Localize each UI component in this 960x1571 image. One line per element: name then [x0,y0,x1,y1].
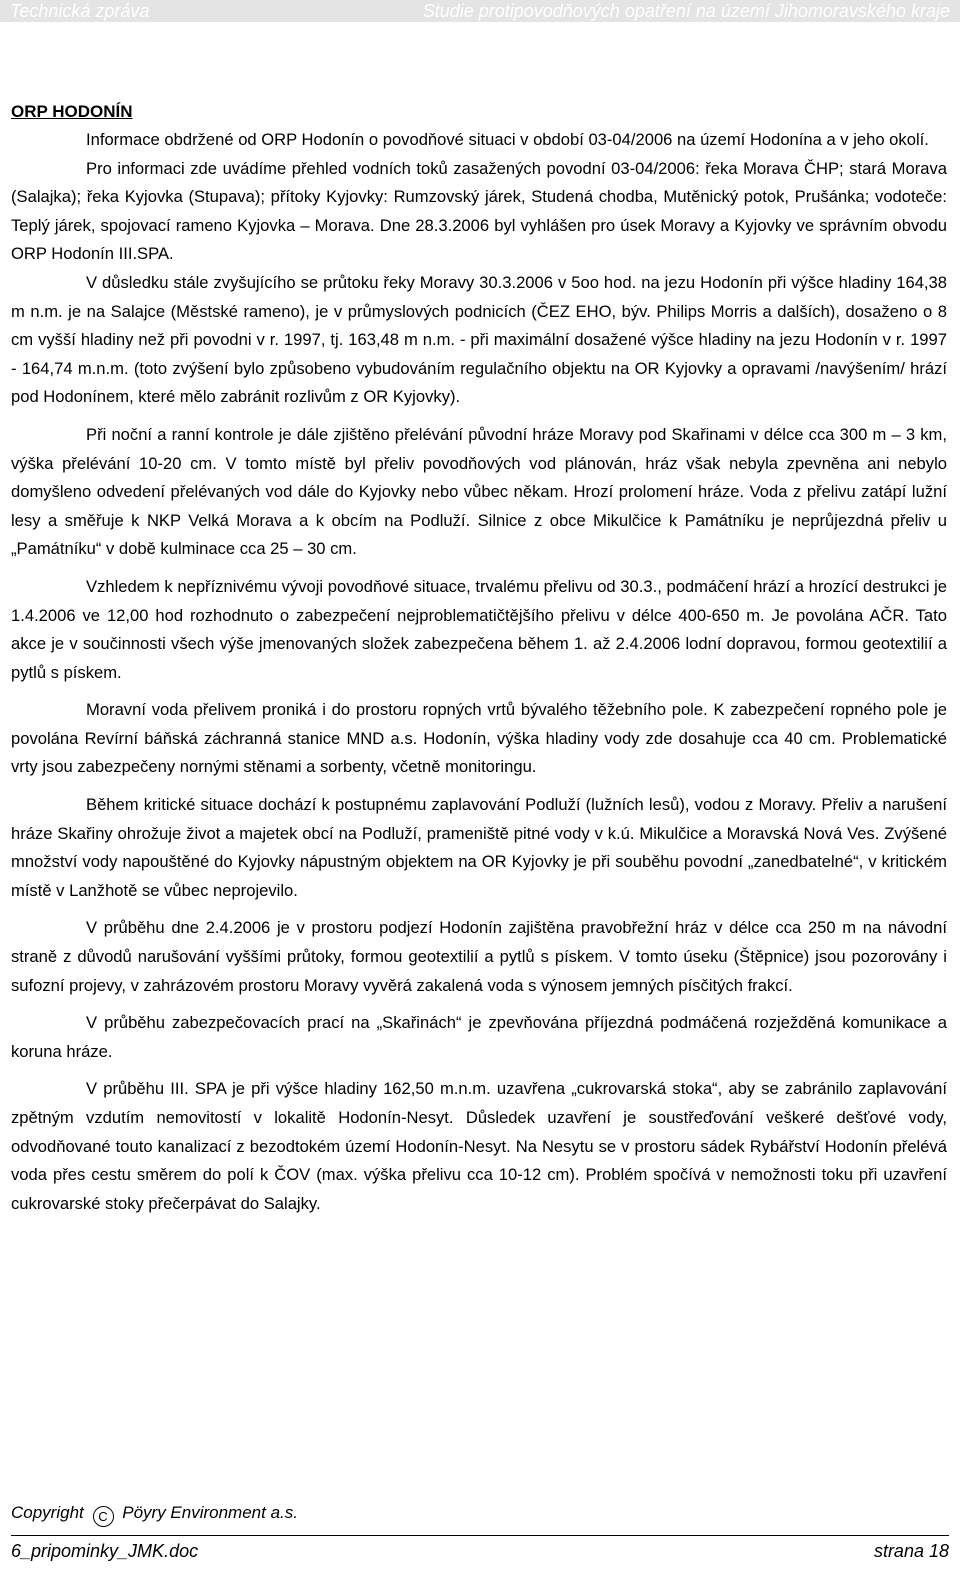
footer-copyright [11,1503,298,1527]
paragraph-7: Během kritické situace dochází k postupnému zaplavování Podluží (lužních lesů), vodou z Moravy. Přeliv a narušení hráze Skařiny ohrožuje život a majetek obcí na Podluží, prameniště pitné vody v k.ú. Mikulčice a Moravská Nová Ves. Zvýšené množství vody napouštěné do Kyjovky nápustným objektem na OR Kyjovky je při souběhu povodní „zanedbatelné“, v kritickém místě v Lanžhotě se vůbec neprojevilo. [11,795,947,900]
header-left-title: Technická zpráva [10,1,150,21]
footer-divider [11,1535,949,1536]
copyright-icon: C [93,1506,114,1527]
paragraph-10: V průběhu III. SPA je při výšce hladiny 162,50 m.n.m. uzavřena „cukrovarská stoka“, aby se zabránilo zaplavování zpětným vzdutím nemovitostí v lokalitě Hodonín-Nesyt. Důsledek uzavření je soustřeďování veškeré dešťové vody, odvodňované touto kanalizací z bezodtokém území Hodonín-Nesyt. Na Nesytu se v prostoru sádek Rybářství Hodonín přelévá voda přes cestu směrem do polí k ČOV (max. výška přelivu cca 10-12 cm). Problém spočívá v nemožnosti toku při uzavření cukrovarské stoky přečerpávat do Salajky. [11,1079,947,1213]
document-body [11,98,947,1218]
paragraph-4: Při noční a ranní kontrole je dále zjištěno přelévání původní hráze Moravy pod Skařinami v délce cca 300 m – 3 km, výška přelévání 10-20 cm. V tomto místě byl přeliv povodňových vod plánován, hráz však nebyla zpevněna ani nebylo domyšleno odvedení přelévaných vod dále do Kyjovky nebo vůbec někam. Hrozí prolomení hráze. Voda z přelivu zatápí lužní lesy a směřuje k NKP Velká Morava a k obcím na Podluží. Silnice z obce Mikulčice k Památníku je neprůjezdná přeliv u „Památníku“ v době kulminace cca 25 – 30 cm. [11,424,947,559]
paragraph-5: Vzhledem k nepříznivému vývoji povodňové situace, trvalému přelivu od 30.3., podmáčení hrází a hrozící destrukci je 1.4.2006 ve 12,00 hod rozhodnuto o zabezpečení nejproblematičtějšího přelivu v délce 400-650 m. Je povolána AČR. Tato akce je v součinnosti všech výše jmenovaných složek zabezpečena během 1. až 2.4.2006 lodní dopravou, formou geotextilií a pytlů s pískem. [11,576,947,682]
paragraph-8: V průběhu dne 2.4.2006 je v prostoru podjezí Hodonín zajištěna pravobřežní hráz v délce cca 250 m na návodní straně z důvodů narušování vyššími průtoky, formou geotextilií a pytlů s pískem. V tomto úseku (Štěpnice) jsou pozorovány i sufozní projevy, v zahrázovém prostoru Moravy vyvěrá zakalená voda s výnosem jemných písčitých frakcí. [11,918,947,995]
paragraph-1: Informace obdržené od ORP Hodonín o povodňové situaci v období 03-04/2006 na území Hodonína a v jeho okolí. [86,130,929,149]
paragraph-6: Moravní voda přelivem proniká i do prostoru ropných vrtů bývalého těžebního pole. K zabezpečení ropného pole je povolána Revírní báňská záchranná stanice MND a.s. Hodonín, výška hladiny vody zde dosahuje cca 40 cm. Problematické vrty jsou zabezpečeny nornými stěnami a sorbenty, včetně monitoringu. [11,700,947,777]
copyright-label: Copyright [11,1503,84,1522]
paragraph-2: Pro informaci zde uvádíme přehled vodních toků zasažených povodní 03-04/2006: řeka Morava ČHP; stará Morava (Salajka); řeka Kyjovka (Stupava); přítoky Kyjovky: Rumzovský járek, Studená chodba, Mutěnický potok, Prušánka; vodoteče: Teplý járek, spojovací rameno Kyjovka – Morava. Dne 28.3.2006 byl vyhlášen pro úsek Moravy a Kyjovky ve správním obvodu ORP Hodonín III.SPA. [11,158,947,264]
paragraph-9: V průběhu zabezpečovacích prací na „Skařinách“ je zpevňována příjezdná podmáčená rozježděná komunikace a koruna hráze. [11,1013,947,1061]
document-code: 3A06105 [876,36,950,56]
footer-page-number: strana 18 [873,1541,949,1561]
company-name: Pöyry Environment a.s. [122,1503,298,1522]
page-header [0,0,960,22]
paragraph-3: V důsledku stále zvyšujícího se průtoku řeky Moravy 30.3.2006 v 5oo hod. na jezu Hodonín při výšce hladiny 164,38 m n.m. je na Salajce (Městské rameno), je v průmyslových podnicích (ČEZ EHO, býv. Philips Morris a dalších), dosaženo o 8 cm vyšší hladiny než při povodni v r. 1997, tj. 163,48 m n.m. - při maximální dosažené výšce hladiny na jezu Hodonín v r. 1997 - 164,74 m.n.m. (toto zvýšení bylo způsobeno vybudováním regulačního objektu na OR Kyjovky a opravami /navýšením/ hrází pod Hodonínem, které mělo zabránit rozlivům z OR Kyjovky). [11,272,947,407]
header-right-title: Studie protipovodňových opatření na území Jihomoravského kraje [422,1,950,21]
section-title: ORP HODONÍN [11,102,133,121]
footer-filename: 6_pripominky_JMK.doc [11,1541,199,1561]
